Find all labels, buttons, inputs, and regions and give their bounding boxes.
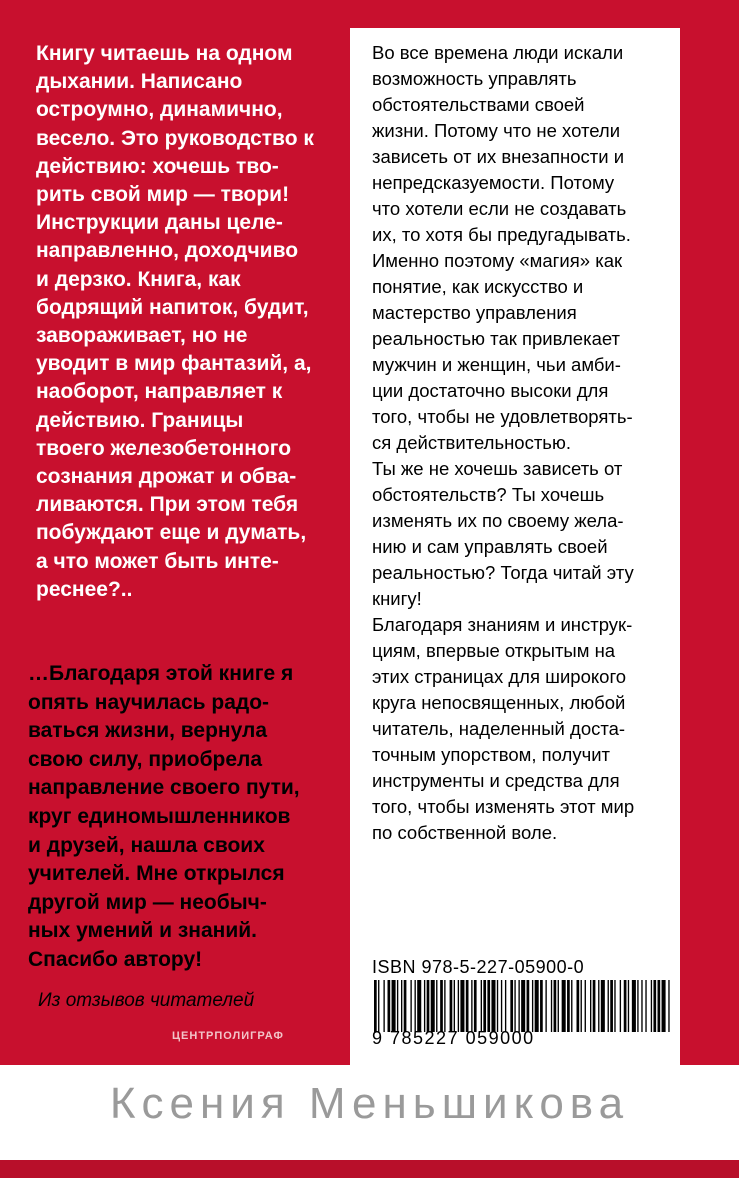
barcode-bar <box>628 980 629 1032</box>
review-source: Из отзывов читателей <box>38 990 255 1011</box>
barcode-bar <box>662 980 666 1032</box>
author-name: Ксения Меньшикова <box>109 1079 630 1128</box>
barcode-bar <box>491 980 495 1032</box>
barcode-bar <box>590 980 591 1032</box>
barcode-bar <box>521 980 525 1032</box>
barcode-bar <box>593 980 596 1032</box>
barcode-bar <box>378 980 379 1032</box>
barcode-bar <box>374 980 377 1032</box>
barcode-bar <box>624 980 627 1032</box>
barcode-bar <box>501 980 502 1032</box>
barcode-bar <box>497 980 498 1032</box>
barcode-bar <box>454 980 455 1032</box>
barcode-bar <box>458 980 459 1032</box>
barcode-bar <box>608 980 609 1032</box>
barcode-bar <box>518 980 519 1032</box>
publisher-logo: ЦЕНТРПОЛИГРАФ <box>172 1030 284 1042</box>
barcode-bar <box>460 980 464 1032</box>
barcode-bar <box>668 980 669 1032</box>
barcode-bar <box>601 980 605 1032</box>
barcode-bar <box>474 980 477 1032</box>
barcode-bars <box>372 980 672 1032</box>
barcode-bar <box>551 980 552 1032</box>
barcode-bar <box>401 980 402 1032</box>
barcode-bar <box>388 980 391 1032</box>
isbn-label: ISBN 978-5-227-05900-0 <box>372 957 585 977</box>
barcode-bar <box>562 980 566 1032</box>
barcode-bar <box>427 980 430 1032</box>
barcode-bar <box>397 980 398 1032</box>
barcode-digits: 9 785227 059000 <box>372 1028 535 1048</box>
barcode-bar <box>535 980 539 1032</box>
barcode-bar <box>614 980 615 1032</box>
barcode-bar <box>436 980 437 1032</box>
barcode-bar <box>571 980 572 1032</box>
barcode-bar <box>424 980 425 1032</box>
barcode-bar <box>637 980 638 1032</box>
barcode-bar <box>417 980 421 1032</box>
barcode-bar <box>651 980 652 1032</box>
barcode-bar <box>483 980 486 1032</box>
barcode-bar <box>585 980 586 1032</box>
barcode-bar <box>554 980 557 1032</box>
barcode-bar <box>487 980 490 1032</box>
barcode-bar <box>404 980 407 1032</box>
book-description: Во все времена люди искали возможность управлять обстоятельствами своей жизни. Потому что не хотели зависеть от их внезапности и непредсказуемости. Потому что хотели если не создавать их, то хотя бы предугадывать. Именно поэтому «магия» как понятие, как искусство и мастерство управления реальностью так привлекает мужчин и женщин, чьи амби- ции достаточно высоки для того, чтобы не удовлетворять- ся действительностью. Ты же не хочешь зависеть от обстоятельств? Ты хочешь изменять их по своему жела- нию и сам управлять своей реальностью? Тогда читай эту книгу! Благодаря знаниям и инструк- циям, впервые открытым на этих страницах для широкого круга непосвященных, любой читатель, наделенный доста- точным упорством, получит инструменты и средства для того, чтобы изменять этот мир по собственной воле. <box>372 42 635 843</box>
barcode-bar <box>431 980 435 1032</box>
barcode <box>372 980 672 1048</box>
barcode-bar <box>444 980 445 1032</box>
barcode-bar <box>527 980 530 1032</box>
barcode-bar <box>645 980 646 1032</box>
barcode-bar <box>558 980 559 1032</box>
barcode-bar <box>510 980 513 1032</box>
barcode-bar <box>598 980 599 1032</box>
barcode-bar <box>658 980 661 1032</box>
barcode-bar <box>532 980 533 1032</box>
barcode-bar <box>514 980 515 1032</box>
review-main-text: Книгу читаешь на одном дыхании. Написано остроумно, динамично, весело. Это руководство к действию: хочешь тво- рить свой мир — твори! Инструкции даны целе- направленно, доходчиво и дерзко. Книга, как бодрящий напиток, будит, завораживает, но не уводит в мир фантазий, а, наоборот, направляет к действию. Границы твоего железобетонного сознания дрожат и обва- ливаются. При этом тебя побуждают еще и думать, а что может быть инте- реснее?.. <box>36 42 314 601</box>
barcode-bar <box>610 980 613 1032</box>
barcode-bar <box>440 980 443 1032</box>
barcode-bar <box>577 980 580 1032</box>
barcode-bar <box>641 980 642 1032</box>
barcode-bar <box>567 980 570 1032</box>
right-red-strip <box>680 0 739 1065</box>
barcode-bar <box>383 980 384 1032</box>
barcode-bar <box>471 980 472 1032</box>
bottom-band <box>0 1160 739 1178</box>
barcode-bar <box>620 980 621 1032</box>
barcode-bar <box>466 980 469 1032</box>
barcode-bar <box>410 980 411 1032</box>
barcode-bar <box>505 980 506 1032</box>
barcode-bar <box>632 980 636 1032</box>
barcode-bar <box>415 980 416 1032</box>
barcode-bar <box>481 980 482 1032</box>
barcode-bar <box>540 980 543 1032</box>
barcode-bar <box>653 980 656 1032</box>
barcode-bar <box>545 980 546 1032</box>
barcode-bar <box>392 980 396 1032</box>
review-second-text: …Благодаря этой книге я опять научилась радо- ваться жизни, вернула свою силу, приобрела направление своего пути, круг единомышленников и друзей, нашла своих учителей. Мне открылся другой мир — необыч- ных умений и знаний. Спасибо автору! <box>28 662 300 971</box>
barcode-bar <box>581 980 582 1032</box>
barcode-bar <box>450 980 453 1032</box>
